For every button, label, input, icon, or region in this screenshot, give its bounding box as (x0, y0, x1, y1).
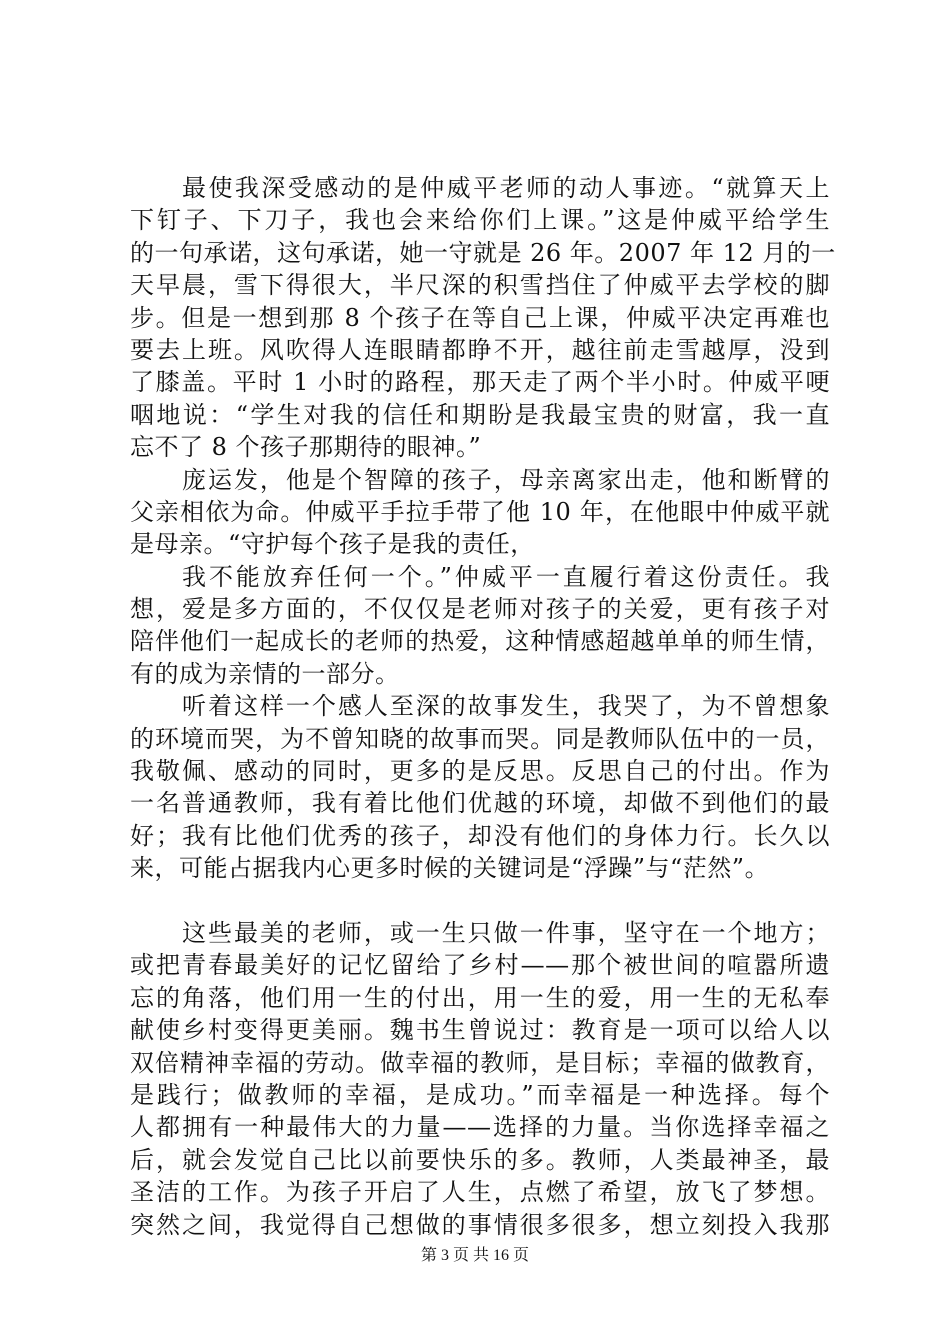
text-line: 的一句承诺，这句承诺，她一守就是 26 年。2007 年 12 月的一 (130, 238, 836, 267)
text-line: 庞运发，他是个智障的孩子，母亲离家出走，他和断臂的 (182, 465, 830, 494)
text-line: 听着这样一个感人至深的故事发生，我哭了，为不曾想象 (182, 692, 830, 721)
text-line: 突然之间，我觉得自己想做的事情很多很多，想立刻投入我那 (130, 1210, 830, 1239)
text-line: 陪伴他们一起成长的老师的热爱，这种情感超越单单的师生情， (130, 627, 830, 656)
text-line: 好；我有比他们优秀的孩子，却没有他们的身体力行。长久以 (130, 821, 830, 850)
text-line: 有的成为亲情的一部分。 (130, 659, 400, 688)
page-footer: 第 3 页 共 16 页 (420, 1247, 529, 1264)
text-line: 下钉子、下刀子，我也会来给你们上课。”这是仲威平给学生 (130, 206, 830, 235)
text-line: 想，爱是多方面的，不仅仅是老师对孩子的关爱，更有孩子对 (130, 595, 830, 624)
text-line: 圣洁的工作。为孩子开启了人生，点燃了希望，放飞了梦想。 (130, 1178, 830, 1207)
text-line: 忘的角落，他们用一生的付出，用一生的爱，用一生的无私奉 (130, 983, 830, 1012)
text-line: 我不能放弃任何一个。”仲威平一直履行着这份责任。我 (182, 562, 830, 591)
text-line: 了膝盖。平时 1 小时的路程，那天走了两个半小时。仲威平哽 (130, 368, 830, 397)
text-line: 是践行；做教师的幸福，是成功。”而幸福是一种选择。每个 (130, 1080, 830, 1109)
text-line: 这些最美的老师，或一生只做一件事，坚守在一个地方； (182, 918, 830, 947)
text-line: 忘不了 8 个孩子那期待的眼神。” (130, 433, 482, 462)
text-line: 天早晨，雪下得很大，半尺深的积雪挡住了仲威平去学校的脚 (130, 271, 830, 300)
text-line: 献使乡村变得更美丽。魏书生曾说过：教育是一项可以给人以 (130, 1016, 830, 1045)
text-line: 咽地说：“学生对我的信任和期盼是我最宝贵的财富，我一直 (130, 400, 830, 429)
text-line: 后，就会发觉自己比以前要快乐的多。教师，人类最神圣，最 (130, 1145, 830, 1174)
text-line: 父亲相依为命。仲威平手拉手带了他 10 年，在他眼中仲威平就 (130, 497, 830, 526)
text-line: 步。但是一想到那 8 个孩子在等自己上课，仲威平决定再难也 (130, 303, 830, 332)
text-line: 来，可能占据我内心更多时候的关键词是“浮躁”与“茫然”。 (130, 854, 770, 883)
paragraph-gap (130, 885, 830, 917)
text-line: 最使我深受感动的是仲威平老师的动人事迹。“就算天上 (182, 174, 830, 202)
text-line: 双倍精神幸福的劳动。做幸福的教师，是目标；幸福的做教育， (130, 1048, 830, 1077)
text-line: 是母亲。“守护每个孩子是我的责任， (130, 530, 535, 559)
text-line: 我敬佩、感动的同时，更多的是反思。反思自己的付出。作为 (130, 757, 830, 786)
document-body (130, 172, 836, 1241)
text-line: 一名普通教师，我有着比他们优越的环境，却做不到他们的最 (130, 789, 830, 818)
text-line: 人都拥有一种最伟大的力量——选择的力量。当你选择幸福之 (130, 1113, 830, 1142)
text-line: 要去上班。风吹得人连眼睛都睁不开，越往前走雪越厚，没到 (130, 335, 830, 364)
text-line: 的环境而哭，为不曾知晓的故事而哭。同是教师队伍中的一员， (130, 724, 830, 753)
text-line: 或把青春最美好的记忆留给了乡村——那个被世间的喧嚣所遗 (130, 951, 830, 980)
